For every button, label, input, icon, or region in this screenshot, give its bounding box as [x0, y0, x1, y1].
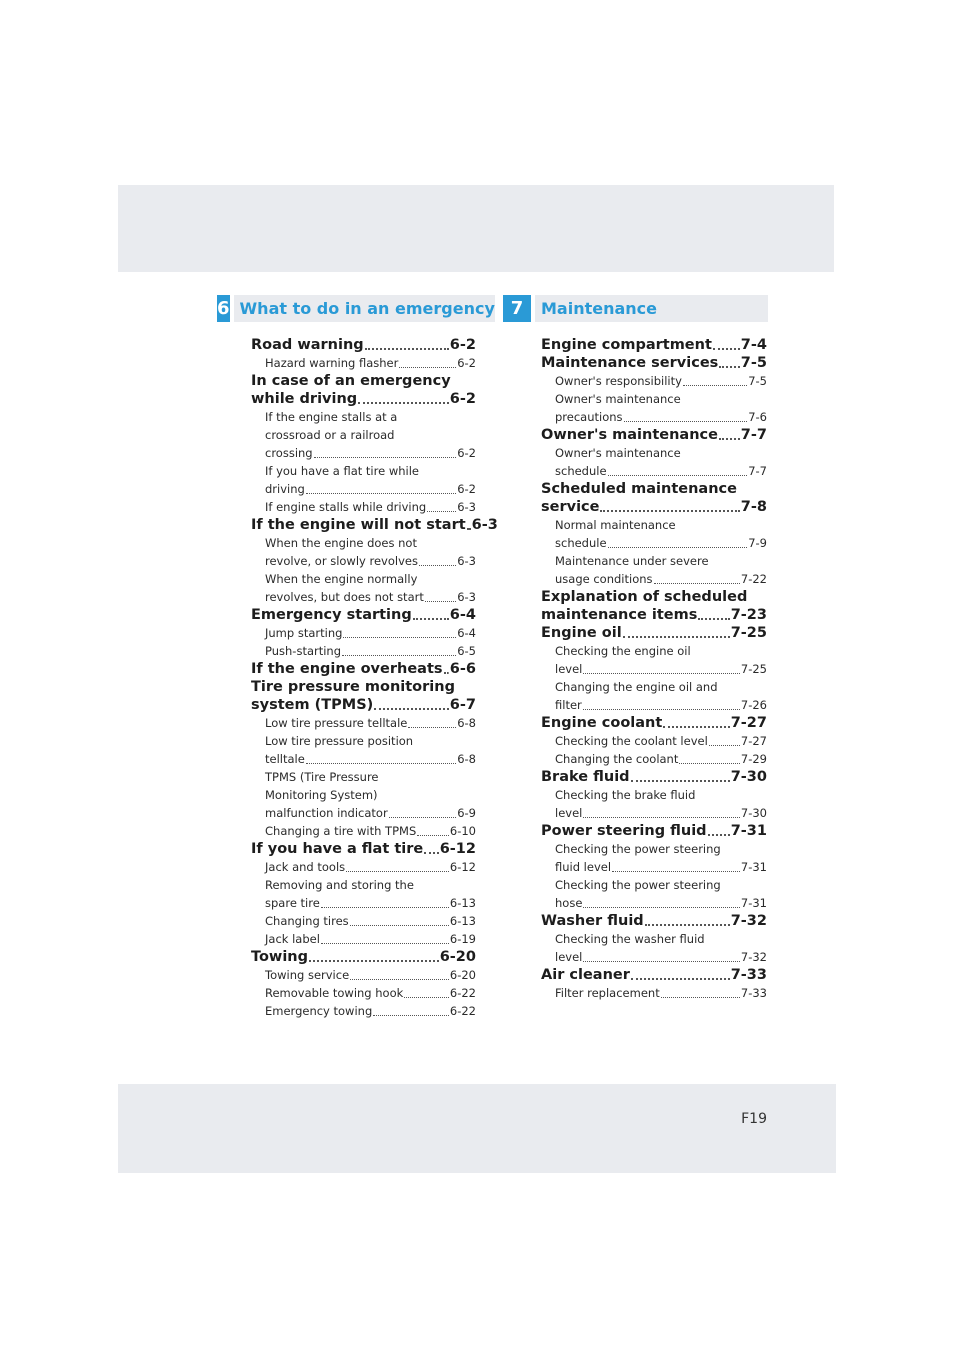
toc-entry-title: Changing a tire with TPMS: [265, 824, 417, 838]
toc-page-number: 6-3: [457, 590, 476, 604]
toc-subentry[interactable]: [541, 732, 767, 750]
toc-entry[interactable]: [251, 372, 476, 408]
dot-leader: [698, 618, 729, 620]
chapter-number-badge: 6: [217, 295, 230, 322]
toc-entry[interactable]: [541, 336, 767, 354]
dot-leader: [413, 618, 449, 620]
toc-entry-title: system (TPMS): [251, 697, 374, 713]
top-band: [118, 185, 834, 272]
dot-leader: [425, 601, 456, 602]
toc-entry[interactable]: [251, 606, 476, 624]
toc-page-number: 7-33: [740, 986, 767, 1000]
bottom-band: [118, 1084, 836, 1173]
toc-page-number: 6-20: [439, 949, 476, 965]
toc-entry-title: Power steering fluid: [541, 823, 707, 839]
toc-subentry[interactable]: [251, 768, 476, 822]
toc-entry-title: service: [541, 499, 600, 515]
toc-page-number: 7-32: [730, 913, 767, 929]
toc-entry[interactable]: [541, 588, 767, 624]
toc-entry[interactable]: [251, 660, 476, 678]
chapter-title: What to do in an emergency: [234, 295, 495, 322]
toc-entry-line: If the engine stalls at a: [265, 410, 398, 424]
dot-leader: [346, 871, 449, 872]
toc-entry-title: precautions: [555, 410, 623, 424]
dot-leader: [374, 708, 449, 710]
toc-entry-title: Owner's responsibility: [555, 374, 682, 388]
dot-leader: [583, 673, 740, 674]
toc-entry[interactable]: [541, 714, 767, 732]
toc-entry-title: usage conditions: [555, 572, 653, 586]
dot-leader: [408, 727, 456, 728]
toc-page-number: 7-30: [740, 806, 767, 820]
dot-leader: [365, 348, 449, 350]
toc-entry-title: schedule: [555, 464, 607, 478]
toc-entry-line: Removing and storing the: [265, 878, 414, 892]
toc-entry-line: Checking the power steering: [555, 878, 721, 892]
toc-page-number: 6-4: [449, 607, 476, 623]
toc-entry-line: Owner's maintenance: [555, 446, 681, 460]
toc-entry[interactable]: [251, 516, 498, 534]
toc-entry-title: spare tire: [265, 896, 320, 910]
toc-subentry[interactable]: [541, 840, 767, 876]
chapter-title: Maintenance: [535, 295, 768, 322]
toc-entry-title: Filter replacement: [555, 986, 660, 1000]
toc-entry-line: Owner's maintenance: [555, 392, 681, 406]
toc-entry-line: crossroad or a railroad: [265, 428, 395, 442]
chapter-7-toc: [541, 336, 767, 1002]
toc-entry-line: Changing the engine oil and: [555, 680, 718, 694]
dot-leader: [321, 943, 449, 944]
dot-leader: [709, 745, 740, 746]
dot-leader: [683, 385, 747, 386]
toc-entry-line: Scheduled maintenance: [541, 481, 737, 497]
dot-leader: [321, 907, 449, 908]
toc-entry[interactable]: [541, 912, 767, 930]
toc-entry-title: Brake fluid: [541, 769, 630, 785]
page-number: F19: [741, 1111, 767, 1127]
toc-entry-title: Engine compartment: [541, 337, 712, 353]
dot-leader: [467, 528, 471, 530]
dot-leader: [309, 960, 439, 962]
toc-page-number: 6-12: [439, 841, 476, 857]
toc-page-number: 6-5: [457, 644, 476, 658]
toc-page-number: 6-2: [457, 446, 476, 460]
toc-entry-title: If the engine overheats: [251, 661, 443, 677]
dot-leader: [417, 835, 449, 836]
dot-leader: [583, 817, 740, 818]
toc-page-number: 6-13: [449, 914, 476, 928]
toc-entry[interactable]: [541, 822, 767, 840]
toc-subentry[interactable]: [541, 750, 767, 768]
toc-page-number: 7-7: [740, 427, 767, 443]
toc-entry-title: crossing: [265, 446, 313, 460]
toc-entry-title: Emergency starting: [251, 607, 412, 623]
toc-page-number: 7-26: [740, 698, 767, 712]
toc-page-number: 6-20: [449, 968, 476, 982]
toc-entry-title: revolve, or slowly revolves: [265, 554, 418, 568]
toc-subentry[interactable]: [251, 462, 476, 498]
toc-subentry[interactable]: [541, 552, 767, 588]
toc-entry-title: Push-starting: [265, 644, 342, 658]
toc-page-number: 7-25: [740, 662, 767, 676]
toc-subentry[interactable]: [541, 390, 767, 426]
toc-entry-line: Low tire pressure position: [265, 734, 414, 748]
dot-leader: [645, 924, 730, 926]
dot-leader: [583, 961, 740, 962]
toc-entry-line: Maintenance under severe: [555, 554, 709, 568]
toc-entry-title: Jack label: [265, 932, 320, 946]
toc-entry-title: Road warning: [251, 337, 364, 353]
toc-page-number: 7-30: [730, 769, 767, 785]
dot-leader: [350, 979, 449, 980]
toc-entry-title: If engine stalls while driving: [265, 500, 427, 514]
toc-subentry[interactable]: [251, 876, 476, 912]
dot-leader: [389, 817, 457, 818]
toc-subentry[interactable]: [251, 732, 476, 768]
toc-entry-title: Changing the coolant: [555, 752, 679, 766]
toc-entry-title: Jump starting: [265, 626, 343, 640]
toc-subentry[interactable]: [541, 444, 767, 480]
dot-leader: [342, 655, 456, 656]
toc-page-number: 6-3: [471, 517, 498, 533]
toc-entry-title: Emergency towing: [265, 1004, 373, 1018]
toc-entry-title: Towing: [251, 949, 308, 965]
toc-entry-title: driving: [265, 482, 305, 496]
dot-leader: [373, 1015, 449, 1016]
dot-leader: [631, 978, 730, 980]
dot-leader: [343, 637, 456, 638]
dot-leader: [708, 834, 730, 836]
toc-page-number: 6-9: [457, 806, 476, 820]
toc-entry[interactable]: [251, 840, 476, 858]
toc-page-number: 7-31: [740, 860, 767, 874]
toc-entry-title: If you have a flat tire: [251, 841, 424, 857]
toc-entry-title: level: [555, 662, 583, 676]
toc-subentry[interactable]: [541, 984, 767, 1002]
chapter-7-header[interactable]: [503, 295, 768, 322]
toc-entry[interactable]: [541, 966, 767, 984]
dot-leader: [608, 547, 748, 548]
toc-entry-line: Explanation of scheduled: [541, 589, 748, 605]
toc-page-number: 6-3: [457, 500, 476, 514]
toc-page-number: 6-7: [449, 697, 476, 713]
toc-subentry[interactable]: [541, 372, 767, 390]
toc-subentry[interactable]: [541, 678, 767, 714]
toc-page-number: 6-2: [449, 337, 476, 353]
toc-page-number: 7-5: [748, 374, 767, 388]
toc-page-number: 7-29: [740, 752, 767, 766]
toc-page-number: 7-31: [730, 823, 767, 839]
toc-page-number: 6-3: [457, 554, 476, 568]
toc-subentry[interactable]: [251, 534, 476, 570]
toc-subentry[interactable]: [251, 642, 476, 660]
toc-entry-title: Towing service: [265, 968, 350, 982]
toc-page-number: 7-25: [730, 625, 767, 641]
toc-subentry[interactable]: [541, 786, 767, 822]
chapter-6-toc: [251, 336, 498, 1020]
dot-leader: [399, 367, 456, 368]
toc-entry-title: Washer fluid: [541, 913, 644, 929]
toc-entry[interactable]: [541, 768, 767, 786]
toc-entry-title: Engine oil: [541, 625, 622, 641]
toc-entry-line: Checking the engine oil: [555, 644, 691, 658]
dot-leader: [719, 438, 740, 440]
toc-subentry[interactable]: [251, 858, 476, 876]
toc-page-number: 6-6: [449, 661, 476, 677]
toc-entry-title: Hazard warning flasher: [265, 356, 399, 370]
chapter-number-badge: 7: [503, 295, 531, 322]
dot-leader: [713, 348, 740, 350]
toc-subentry[interactable]: [541, 876, 767, 912]
toc-page-number: 6-4: [457, 626, 476, 640]
toc-entry-line: TPMS (Tire Pressure: [265, 770, 379, 784]
dot-leader: [419, 565, 456, 566]
toc-page-number: 7-6: [748, 410, 767, 424]
dot-leader: [404, 997, 449, 998]
toc-page-number: 7-27: [740, 734, 767, 748]
toc-entry-title: Engine coolant: [541, 715, 663, 731]
toc-page-number: 6-2: [457, 482, 476, 496]
toc-entry-title: Jack and tools: [265, 860, 346, 874]
dot-leader: [306, 493, 456, 494]
toc-page-number: 7-31: [740, 896, 767, 910]
toc-page-number: 7-33: [730, 967, 767, 983]
toc-page-number: 7-5: [740, 355, 767, 371]
toc-subentry[interactable]: [541, 930, 767, 966]
toc-entry-title: level: [555, 806, 583, 820]
toc-subentry[interactable]: [251, 408, 476, 462]
toc-subentry[interactable]: [251, 822, 476, 840]
dot-leader: [608, 475, 748, 476]
dot-leader: [306, 763, 456, 764]
toc-page-number: 6-2: [457, 356, 476, 370]
chapter-6-header[interactable]: [217, 295, 495, 322]
dot-leader: [624, 421, 748, 422]
toc-page-number: 7-22: [740, 572, 767, 586]
dot-leader: [358, 402, 449, 404]
toc-entry-line: Normal maintenance: [555, 518, 676, 532]
dot-leader: [600, 510, 739, 512]
toc-page-number: 6-8: [457, 752, 476, 766]
toc-entry[interactable]: [251, 336, 476, 354]
toc-subentry[interactable]: [251, 624, 476, 642]
toc-page-number: 7-9: [748, 536, 767, 550]
toc-entry-title: telltale: [265, 752, 305, 766]
toc-page-number: 6-13: [449, 896, 476, 910]
toc-page-number: 6-22: [449, 1004, 476, 1018]
dot-leader: [350, 925, 449, 926]
toc-entry-title: maintenance items: [541, 607, 698, 623]
toc-entry-line: Checking the power steering: [555, 842, 721, 856]
toc-page-number: 6-22: [449, 986, 476, 1000]
toc-page-number: 7-4: [740, 337, 767, 353]
toc-entry-title: malfunction indicator: [265, 806, 388, 820]
toc-page-number: 7-32: [740, 950, 767, 964]
toc-entry-line: When the engine normally: [265, 572, 418, 586]
toc-entry-title: fluid level: [555, 860, 612, 874]
toc-page-number: 6-10: [449, 824, 476, 838]
toc-entry-title: level: [555, 950, 583, 964]
toc-entry[interactable]: [541, 426, 767, 444]
toc-entry-line: Tire pressure monitoring: [251, 679, 455, 695]
toc-entry-title: Removable towing hook: [265, 986, 404, 1000]
toc-entry-line: In case of an emergency: [251, 373, 451, 389]
toc-page-number: 6-19: [449, 932, 476, 946]
toc-subentry[interactable]: [251, 912, 476, 930]
toc-entry[interactable]: [541, 354, 767, 372]
toc-entry[interactable]: [251, 678, 476, 714]
toc-entry-title: hose: [555, 896, 583, 910]
toc-entry-line: Checking the washer fluid: [555, 932, 705, 946]
dot-leader: [424, 852, 438, 854]
toc-page-number: 6-2: [449, 391, 476, 407]
toc-entry-title: Maintenance services: [541, 355, 719, 371]
dot-leader: [583, 709, 740, 710]
toc-entry-title: revolves, but does not start: [265, 590, 424, 604]
toc-entry-title: Owner's maintenance: [541, 427, 718, 443]
toc-page-number: 7-8: [740, 499, 767, 515]
toc-subentry[interactable]: [251, 570, 476, 606]
toc-entry-title: Low tire pressure telltale: [265, 716, 408, 730]
toc-entry-title: Checking the coolant level: [555, 734, 708, 748]
toc-entry-line: Checking the brake fluid: [555, 788, 696, 802]
dot-leader: [719, 366, 740, 368]
dot-leader: [314, 457, 457, 458]
toc-entry-line: Monitoring System): [265, 788, 378, 802]
toc-entry-line: When the engine does not: [265, 536, 417, 550]
toc-page-number: 6-12: [449, 860, 476, 874]
toc-entry-title: while driving: [251, 391, 358, 407]
toc-subentry[interactable]: [251, 498, 476, 516]
toc-entry[interactable]: [251, 948, 476, 966]
toc-entry-title: Changing tires: [265, 914, 349, 928]
toc-entry-line: If you have a flat tire while: [265, 464, 419, 478]
dot-leader: [612, 871, 740, 872]
dot-leader: [427, 511, 456, 512]
toc-page-number: 7-7: [748, 464, 767, 478]
toc-entry-title: If the engine will not start: [251, 517, 466, 533]
dot-leader: [663, 726, 729, 728]
toc-subentry[interactable]: [251, 1002, 476, 1020]
dot-leader: [444, 672, 449, 674]
toc-subentry[interactable]: [541, 642, 767, 678]
toc-entry[interactable]: [541, 480, 767, 516]
dot-leader: [679, 763, 740, 764]
dot-leader: [583, 907, 739, 908]
dot-leader: [623, 636, 730, 638]
toc-entry-title: Air cleaner: [541, 967, 630, 983]
toc-subentry[interactable]: [541, 516, 767, 552]
toc-entry-title: filter: [555, 698, 582, 712]
toc-page-number: 7-27: [730, 715, 767, 731]
toc-subentry[interactable]: [251, 714, 476, 732]
toc-page-number: 6-8: [457, 716, 476, 730]
toc-entry[interactable]: [541, 624, 767, 642]
toc-subentry[interactable]: [251, 930, 476, 948]
dot-leader: [631, 780, 730, 782]
toc-page-number: 7-23: [730, 607, 767, 623]
toc-subentry[interactable]: [251, 984, 476, 1002]
toc-subentry[interactable]: [251, 354, 476, 372]
dot-leader: [654, 583, 740, 584]
dot-leader: [661, 997, 740, 998]
toc-subentry[interactable]: [251, 966, 476, 984]
toc-entry-title: schedule: [555, 536, 607, 550]
